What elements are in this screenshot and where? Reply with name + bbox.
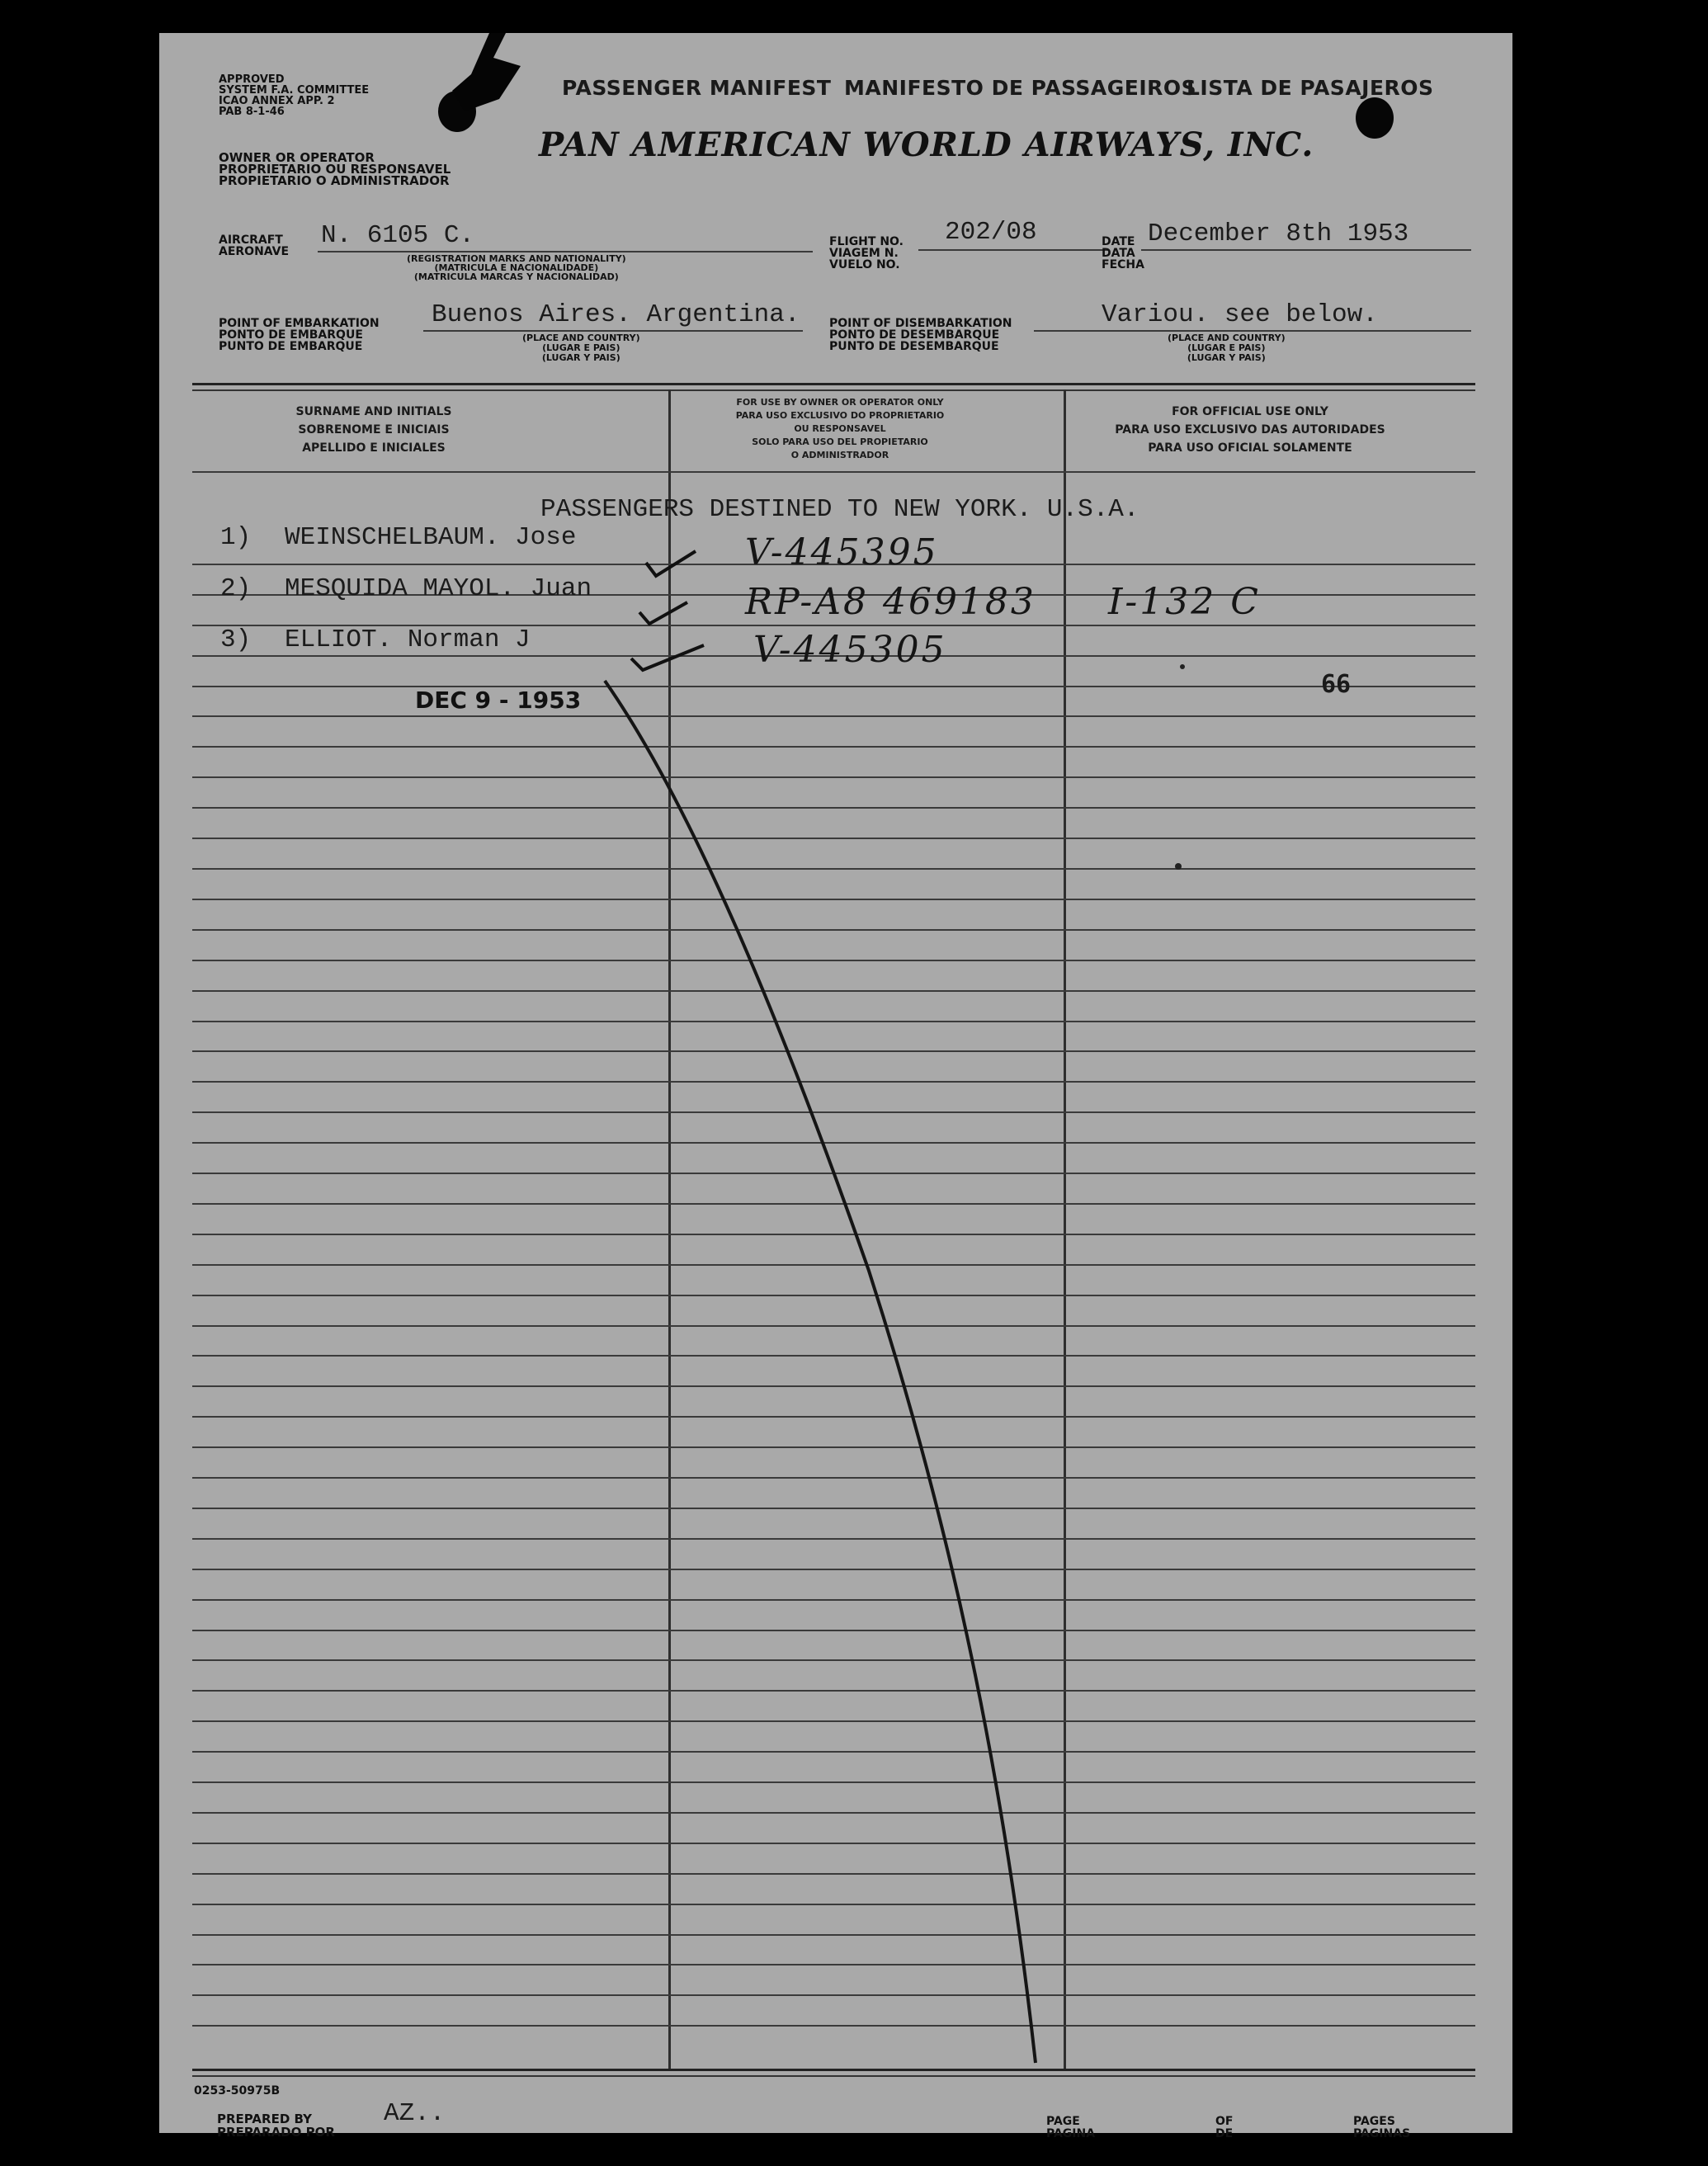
embarkation-label: POINT OF EMBARKATION PONTO DE EMBARQUE PUNTO DE EMBARQUE	[219, 317, 380, 353]
passenger-document: RP-A8 469183	[745, 581, 1036, 623]
airline-name: PAN AMERICAN WORLD AIRWAYS, INC.	[539, 125, 1314, 164]
title-english: PASSENGER MANIFEST	[562, 76, 832, 100]
aircraft-value: N. 6105 C.	[321, 221, 475, 250]
aircraft-label: AIRCRAFT AERONAVE	[219, 234, 290, 258]
date-value: December 8th 1953	[1148, 219, 1409, 248]
page-label: PAGE PAGINA	[1046, 2115, 1096, 2140]
passenger-number: 2)	[220, 574, 252, 603]
official-annotation: I-132 C	[1108, 581, 1261, 623]
disembarkation-sub: (PLACE AND COUNTRY) (LUGAR E PAIS) (LUGAR Y PAIS)	[1168, 333, 1286, 363]
of-label: OF DE	[1215, 2115, 1234, 2140]
passenger-document: V-445395	[745, 531, 939, 573]
approval-line: ICAO ANNEX APP. 2	[219, 95, 335, 107]
page-mark: 66	[1321, 670, 1352, 699]
passenger-name: WEINSCHELBAUM. Jose	[285, 523, 577, 552]
title-portuguese: MANIFESTO DE PASSAGEIROS	[844, 76, 1197, 100]
passenger-name: MESQUIDA MAYOL. Juan	[285, 574, 592, 603]
approval-line: SYSTEM F.A. COMMITTEE	[219, 84, 370, 97]
disembarkation-label: POINT OF DISEMBARKATION PONTO DE DESEMBARQUE PUNTO DE DESEMBARQUE	[829, 317, 1012, 353]
date-label: DATE DATA FECHA	[1102, 235, 1144, 271]
approval-line: APPROVED	[219, 73, 285, 86]
approval-line: PAB 8-1-46	[219, 106, 285, 118]
destination-note: PASSENGERS DESTINED TO NEW YORK. U.S.A.	[540, 495, 1139, 524]
table-bottom-rule-2	[192, 2075, 1475, 2077]
flight-label: FLIGHT NO. VIAGEM N. VUELO NO.	[829, 235, 904, 271]
passenger-number: 1)	[220, 523, 252, 552]
passenger-name: ELLIOT. Norman J	[285, 625, 531, 654]
disembarkation-value: Variou. see below.	[1102, 300, 1378, 329]
manifest-sheet	[159, 33, 1512, 2140]
passenger-number: 3)	[220, 625, 252, 654]
prepared-by-label: PREPARED BY PREPARADO POR	[217, 2112, 335, 2140]
embarkation-value: Buenos Aires. Argentina.	[432, 300, 800, 329]
cancel-line	[605, 681, 1036, 2063]
check-mark	[639, 602, 687, 624]
column-header-surname: SURNAME AND INITIALS SOBRENOME E INICIAIS APELLIDO E INICIALES	[295, 405, 452, 455]
passenger-document: V-445305	[753, 629, 947, 671]
check-mark	[631, 645, 704, 670]
form-number: 0253-50975B	[194, 2084, 281, 2098]
prepared-by-value: AZ..	[384, 2099, 446, 2128]
stamp-date: DEC 9 - 1953	[415, 687, 582, 714]
pen-marks	[159, 33, 1512, 2133]
embarkation-sub: (PLACE AND COUNTRY) (LUGAR E PAIS) (LUGAR Y PAIS)	[522, 333, 640, 363]
column-header-owner-use: FOR USE BY OWNER OR OPERATOR ONLY PARA USO EXCLUSIVO DO PROPRIETARIO OU RESPONSAVEL SOLO PARA USO DEL PROPIETARIO O ADMINISTRADOR	[735, 397, 945, 460]
title-spanish: LISTA DE PASAJEROS	[1187, 76, 1434, 100]
check-mark	[646, 551, 696, 576]
pages-label: PAGES PAGINAS	[1353, 2115, 1411, 2140]
column-header-official: FOR OFFICIAL USE ONLY PARA USO EXCLUSIVO DAS AUTORIDADES PARA USO OFICIAL SOLAMENTE	[1115, 405, 1385, 455]
table-bottom-rule	[192, 2069, 1475, 2071]
aircraft-sub: (REGISTRATION MARKS AND NATIONALITY) (MATRICULA E NACIONALIDADE) (MATRICULA MARCAS Y NACIONALIDAD)	[407, 253, 626, 282]
owner-label: OWNER OR OPERATOR PROPRIETARIO OU RESPONSAVEL PROPIETARIO O ADMINISTRADOR	[219, 150, 451, 188]
flight-value: 202/08	[945, 218, 1037, 247]
